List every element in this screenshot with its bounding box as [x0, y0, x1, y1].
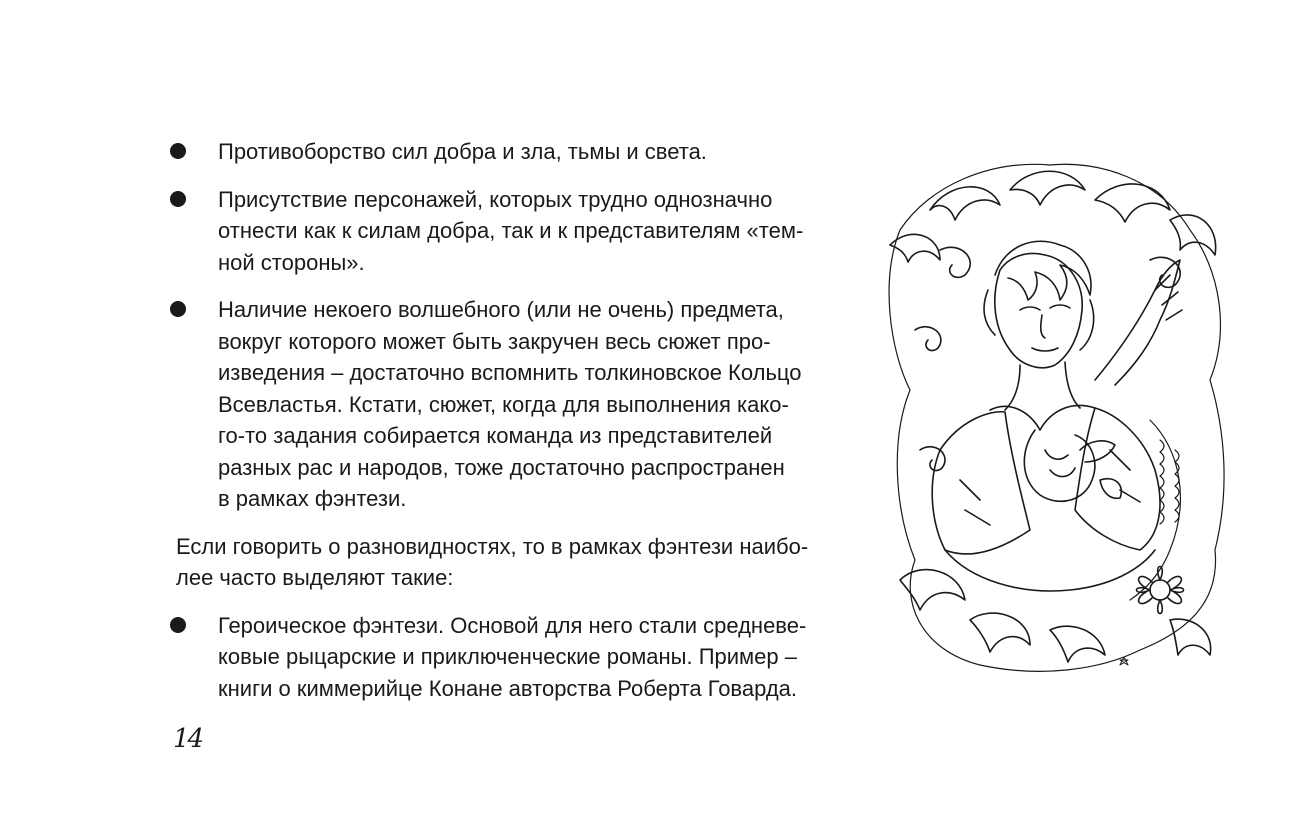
text-line: Присутствие персонажей, которых трудно однозначно	[218, 186, 773, 212]
creature-ornament	[1024, 260, 1182, 501]
page-number: 14	[173, 724, 203, 754]
bullet-item	[176, 294, 826, 515]
bullet-item	[176, 184, 826, 279]
leaf-ornament	[890, 171, 1216, 262]
text-line: лее часто выделяют такие:	[176, 565, 454, 590]
text-line: Всевластья. Кстати, сюжет, когда для выполнения како-	[218, 391, 789, 417]
body-paragraph	[176, 531, 826, 594]
text-line: Если говорить о разновидностях, то в рамках фэнтези наибо-	[176, 533, 809, 559]
text-line: Героическое фэнтези. Основой для него стали средневе-	[218, 612, 807, 638]
bullet-item	[176, 610, 826, 705]
figure-head	[984, 241, 1094, 367]
text-line: разных рас и народов, тоже достаточно распространен	[218, 454, 785, 480]
text-line: изведения – достаточно вспомнить толкиновское Кольцо	[218, 360, 802, 385]
bullet-icon	[170, 191, 186, 207]
figure-body	[932, 408, 1160, 591]
bullet-icon	[170, 617, 186, 633]
text-line: Противоборство сил добра и зла, тьмы и света.	[218, 139, 707, 164]
text-line: ной стороны».	[218, 249, 365, 275]
ornamental-portrait-illustration-icon	[870, 150, 1240, 680]
bullet-icon	[170, 143, 186, 159]
bullet-icon	[170, 301, 186, 317]
text-column	[176, 136, 826, 720]
text-line: в рамках фэнтези.	[218, 486, 407, 511]
bullet-item	[176, 136, 826, 168]
text-line: Наличие некоего волшебного (или не очень) предмета,	[218, 297, 784, 322]
text-line: отнести как к силам добра, так и к представителям «тем-	[218, 218, 804, 243]
scales-ornament	[1130, 420, 1180, 600]
leaf-ornament	[900, 570, 1211, 662]
text-line: го-то задания собирается команда из представителей	[218, 423, 773, 448]
text-line: вокруг которого может быть закручен весь сюжет про-	[218, 328, 771, 354]
text-line: книги о киммерийце Конане авторства Роберта Говарда.	[218, 675, 798, 701]
text-line: ковые рыцарские и приключенческие романы. Пример –	[218, 644, 798, 669]
